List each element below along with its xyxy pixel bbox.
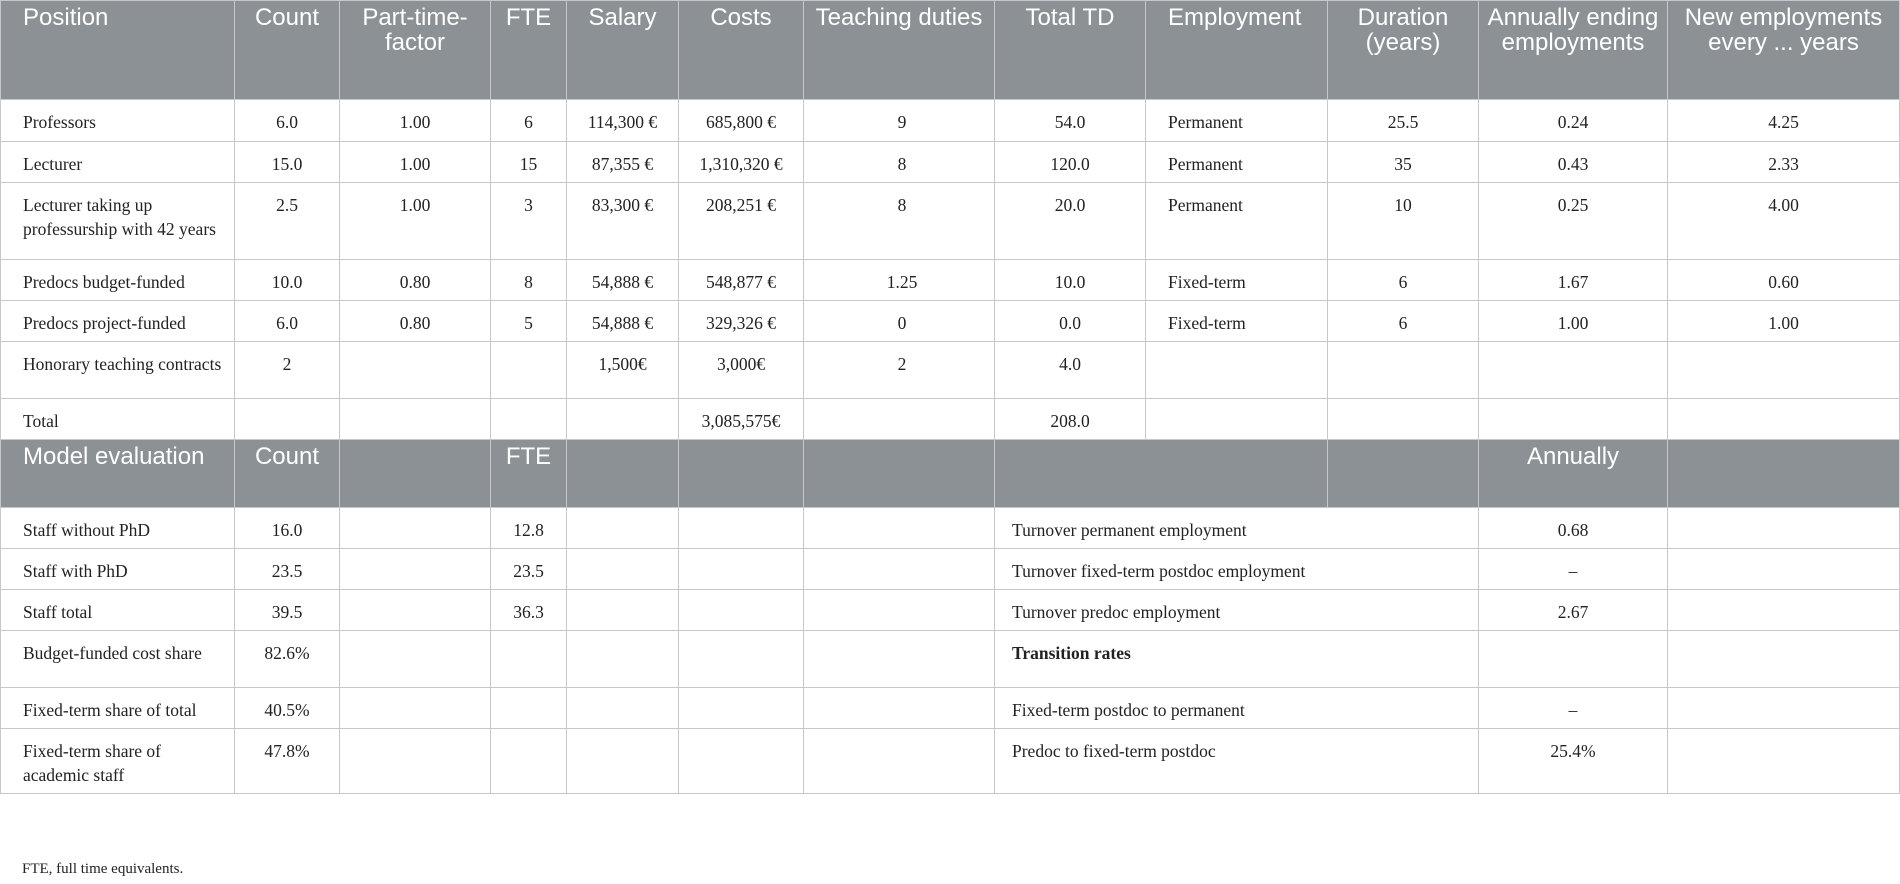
cell-teaching-duties: 8	[804, 142, 995, 183]
eval-metric: Fixed-term postdoc to permanent	[995, 688, 1479, 729]
header-duration: Duration (years)	[1328, 1, 1479, 100]
header-eval-empty-2	[567, 440, 679, 508]
header-part-time-factor: Part-time-factor	[340, 1, 491, 100]
cell-employment	[1146, 342, 1328, 399]
header-eval-empty-5	[995, 440, 1328, 508]
eval-empty	[679, 688, 804, 729]
cell-employment: Permanent	[1146, 183, 1328, 260]
cell-costs: 3,000€	[679, 342, 804, 399]
eval-empty	[1668, 631, 1900, 688]
eval-empty	[340, 631, 491, 688]
header-model-evaluation: Model evaluation	[1, 440, 235, 508]
cell-costs: 1,310,320 €	[679, 142, 804, 183]
eval-empty	[567, 631, 679, 688]
main-table-body	[1, 100, 1900, 440]
eval-empty	[679, 729, 804, 794]
eval-empty	[804, 508, 995, 549]
eval-empty	[1668, 508, 1900, 549]
eval-label: Staff total	[1, 590, 235, 631]
header-position: Position	[1, 1, 235, 100]
cell-teaching-duties: 8	[804, 183, 995, 260]
cell-duration: 10	[1328, 183, 1479, 260]
cell-fte: 8	[491, 260, 567, 301]
cell-employment: Permanent	[1146, 100, 1328, 142]
cell-count: 6.0	[235, 100, 340, 142]
eval-metric: Transition rates	[995, 631, 1479, 688]
cell-fte: 3	[491, 183, 567, 260]
eval-count: 23.5	[235, 549, 340, 590]
eval-empty	[1668, 729, 1900, 794]
cell-employment: Fixed-term	[1146, 301, 1328, 342]
header-teaching-duties: Teaching duties	[804, 1, 995, 100]
eval-count: 82.6%	[235, 631, 340, 688]
cell-annually-ending	[1479, 342, 1668, 399]
cell-teaching-duties: 0	[804, 301, 995, 342]
eval-fte	[491, 631, 567, 688]
header-employment: Employment	[1146, 1, 1328, 100]
cell-fte: 6	[491, 100, 567, 142]
cell-teaching-duties: 9	[804, 100, 995, 142]
eval-fte	[491, 729, 567, 794]
eval-label: Fixed-term share of total	[1, 688, 235, 729]
cell-costs: 685,800 €	[679, 100, 804, 142]
cell-duration	[1328, 399, 1479, 440]
eval-empty	[679, 631, 804, 688]
cell-annually-ending: 0.43	[1479, 142, 1668, 183]
header-eval-empty-1	[340, 440, 491, 508]
cell-new-employments: 1.00	[1668, 301, 1900, 342]
cell-count: 10.0	[235, 260, 340, 301]
eval-count: 16.0	[235, 508, 340, 549]
cell-costs: 3,085,575€	[679, 399, 804, 440]
eval-fte	[491, 688, 567, 729]
cell-position: Professors	[1, 100, 235, 142]
cell-count: 15.0	[235, 142, 340, 183]
cell-teaching-duties	[804, 399, 995, 440]
cell-salary	[567, 399, 679, 440]
eval-metric: Predoc to fixed-term postdoc	[995, 729, 1479, 794]
cell-total-td: 54.0	[995, 100, 1146, 142]
cell-total-td: 208.0	[995, 399, 1146, 440]
eval-empty	[679, 508, 804, 549]
cell-position: Lecturer taking up professurship with 42 years	[1, 183, 235, 260]
eval-annually: 25.4%	[1479, 729, 1668, 794]
header-costs: Costs	[679, 1, 804, 100]
eval-empty	[804, 688, 995, 729]
header-eval-annually: Annually	[1479, 440, 1668, 508]
evaluation-row	[1, 688, 1900, 729]
eval-label: Staff with PhD	[1, 549, 235, 590]
cell-fte	[491, 342, 567, 399]
table-row	[1, 260, 1900, 301]
cell-duration: 25.5	[1328, 100, 1479, 142]
eval-fte: 36.3	[491, 590, 567, 631]
cell-part-time-factor	[340, 399, 491, 440]
eval-empty	[804, 549, 995, 590]
eval-empty	[1668, 590, 1900, 631]
eval-empty	[567, 688, 679, 729]
cell-part-time-factor: 0.80	[340, 260, 491, 301]
table-row	[1, 301, 1900, 342]
header-eval-fte: FTE	[491, 440, 567, 508]
cell-total-td: 120.0	[995, 142, 1146, 183]
eval-metric: Turnover predoc employment	[995, 590, 1479, 631]
cell-new-employments: 4.00	[1668, 183, 1900, 260]
cell-teaching-duties: 2	[804, 342, 995, 399]
cell-fte: 15	[491, 142, 567, 183]
eval-empty	[804, 631, 995, 688]
main-header-row	[1, 1, 1900, 100]
cell-part-time-factor: 1.00	[340, 100, 491, 142]
cell-salary: 1,500€	[567, 342, 679, 399]
eval-label: Budget-funded cost share	[1, 631, 235, 688]
table-row	[1, 399, 1900, 440]
cell-new-employments	[1668, 342, 1900, 399]
eval-label: Fixed-term share of academic staff	[1, 729, 235, 794]
table-row	[1, 342, 1900, 399]
eval-empty	[679, 590, 804, 631]
cell-salary: 54,888 €	[567, 301, 679, 342]
header-eval-empty-6	[1328, 440, 1479, 508]
cell-total-td: 4.0	[995, 342, 1146, 399]
evaluation-header-row	[1, 440, 1900, 508]
eval-count: 39.5	[235, 590, 340, 631]
cell-new-employments: 4.25	[1668, 100, 1900, 142]
eval-fte: 23.5	[491, 549, 567, 590]
cell-annually-ending: 1.67	[1479, 260, 1668, 301]
cell-count	[235, 399, 340, 440]
cell-annually-ending: 0.24	[1479, 100, 1668, 142]
eval-empty	[340, 508, 491, 549]
eval-empty	[340, 590, 491, 631]
cell-fte	[491, 399, 567, 440]
eval-fte: 12.8	[491, 508, 567, 549]
eval-count: 47.8%	[235, 729, 340, 794]
eval-metric: Turnover fixed-term postdoc employment	[995, 549, 1479, 590]
cell-salary: 54,888 €	[567, 260, 679, 301]
cell-costs: 208,251 €	[679, 183, 804, 260]
cell-count: 2	[235, 342, 340, 399]
cell-salary: 87,355 €	[567, 142, 679, 183]
eval-annually: –	[1479, 688, 1668, 729]
cell-position: Total	[1, 399, 235, 440]
eval-metric: Turnover permanent employment	[995, 508, 1479, 549]
cell-total-td: 10.0	[995, 260, 1146, 301]
header-eval-empty-3	[679, 440, 804, 508]
cell-employment: Fixed-term	[1146, 260, 1328, 301]
eval-label: Staff without PhD	[1, 508, 235, 549]
eval-annually	[1479, 631, 1668, 688]
cell-part-time-factor: 0.80	[340, 301, 491, 342]
cell-salary: 114,300 €	[567, 100, 679, 142]
eval-empty	[567, 508, 679, 549]
cell-duration: 6	[1328, 301, 1479, 342]
eval-empty	[567, 590, 679, 631]
cell-new-employments: 0.60	[1668, 260, 1900, 301]
cell-costs: 548,877 €	[679, 260, 804, 301]
cell-annually-ending: 0.25	[1479, 183, 1668, 260]
header-salary: Salary	[567, 1, 679, 100]
cell-duration: 6	[1328, 260, 1479, 301]
cell-total-td: 20.0	[995, 183, 1146, 260]
cell-fte: 5	[491, 301, 567, 342]
cell-employment	[1146, 399, 1328, 440]
header-eval-empty-4	[804, 440, 995, 508]
eval-empty	[804, 590, 995, 631]
cell-total-td: 0.0	[995, 301, 1146, 342]
header-eval-count: Count	[235, 440, 340, 508]
eval-annually: 0.68	[1479, 508, 1668, 549]
cell-count: 6.0	[235, 301, 340, 342]
cell-position: Predocs project-funded	[1, 301, 235, 342]
eval-empty	[340, 549, 491, 590]
cell-part-time-factor: 1.00	[340, 183, 491, 260]
cell-new-employments: 2.33	[1668, 142, 1900, 183]
eval-empty	[567, 549, 679, 590]
header-count: Count	[235, 1, 340, 100]
eval-empty	[679, 549, 804, 590]
cell-duration: 35	[1328, 142, 1479, 183]
eval-empty	[1668, 688, 1900, 729]
eval-annually: –	[1479, 549, 1668, 590]
evaluation-row	[1, 590, 1900, 631]
eval-empty	[567, 729, 679, 794]
cell-annually-ending	[1479, 399, 1668, 440]
eval-empty	[804, 729, 995, 794]
cell-teaching-duties: 1.25	[804, 260, 995, 301]
cell-part-time-factor: 1.00	[340, 142, 491, 183]
table-row	[1, 183, 1900, 260]
eval-count: 40.5%	[235, 688, 340, 729]
table-row	[1, 100, 1900, 142]
table-row	[1, 142, 1900, 183]
eval-empty	[1668, 549, 1900, 590]
eval-annually: 2.67	[1479, 590, 1668, 631]
cell-employment: Permanent	[1146, 142, 1328, 183]
cell-duration	[1328, 342, 1479, 399]
header-eval-empty-7	[1668, 440, 1900, 508]
table-footnote: FTE, full time equivalents.	[22, 861, 184, 877]
header-total-td: Total TD	[995, 1, 1146, 100]
evaluation-row	[1, 549, 1900, 590]
evaluation-row	[1, 729, 1900, 794]
cell-costs: 329,326 €	[679, 301, 804, 342]
evaluation-row	[1, 508, 1900, 549]
header-fte: FTE	[491, 1, 567, 100]
evaluation-table-body	[1, 440, 1900, 794]
eval-empty	[340, 688, 491, 729]
cell-salary: 83,300 €	[567, 183, 679, 260]
cell-new-employments	[1668, 399, 1900, 440]
eval-empty	[340, 729, 491, 794]
cell-position: Honorary teaching contracts	[1, 342, 235, 399]
cell-annually-ending: 1.00	[1479, 301, 1668, 342]
evaluation-row	[1, 631, 1900, 688]
cell-position: Lecturer	[1, 142, 235, 183]
cell-position: Predocs budget-funded	[1, 260, 235, 301]
header-annually-ending: Annually ending employments	[1479, 1, 1668, 100]
cell-part-time-factor	[340, 342, 491, 399]
cell-count: 2.5	[235, 183, 340, 260]
header-new-employments: New employments every ... years	[1668, 1, 1900, 100]
